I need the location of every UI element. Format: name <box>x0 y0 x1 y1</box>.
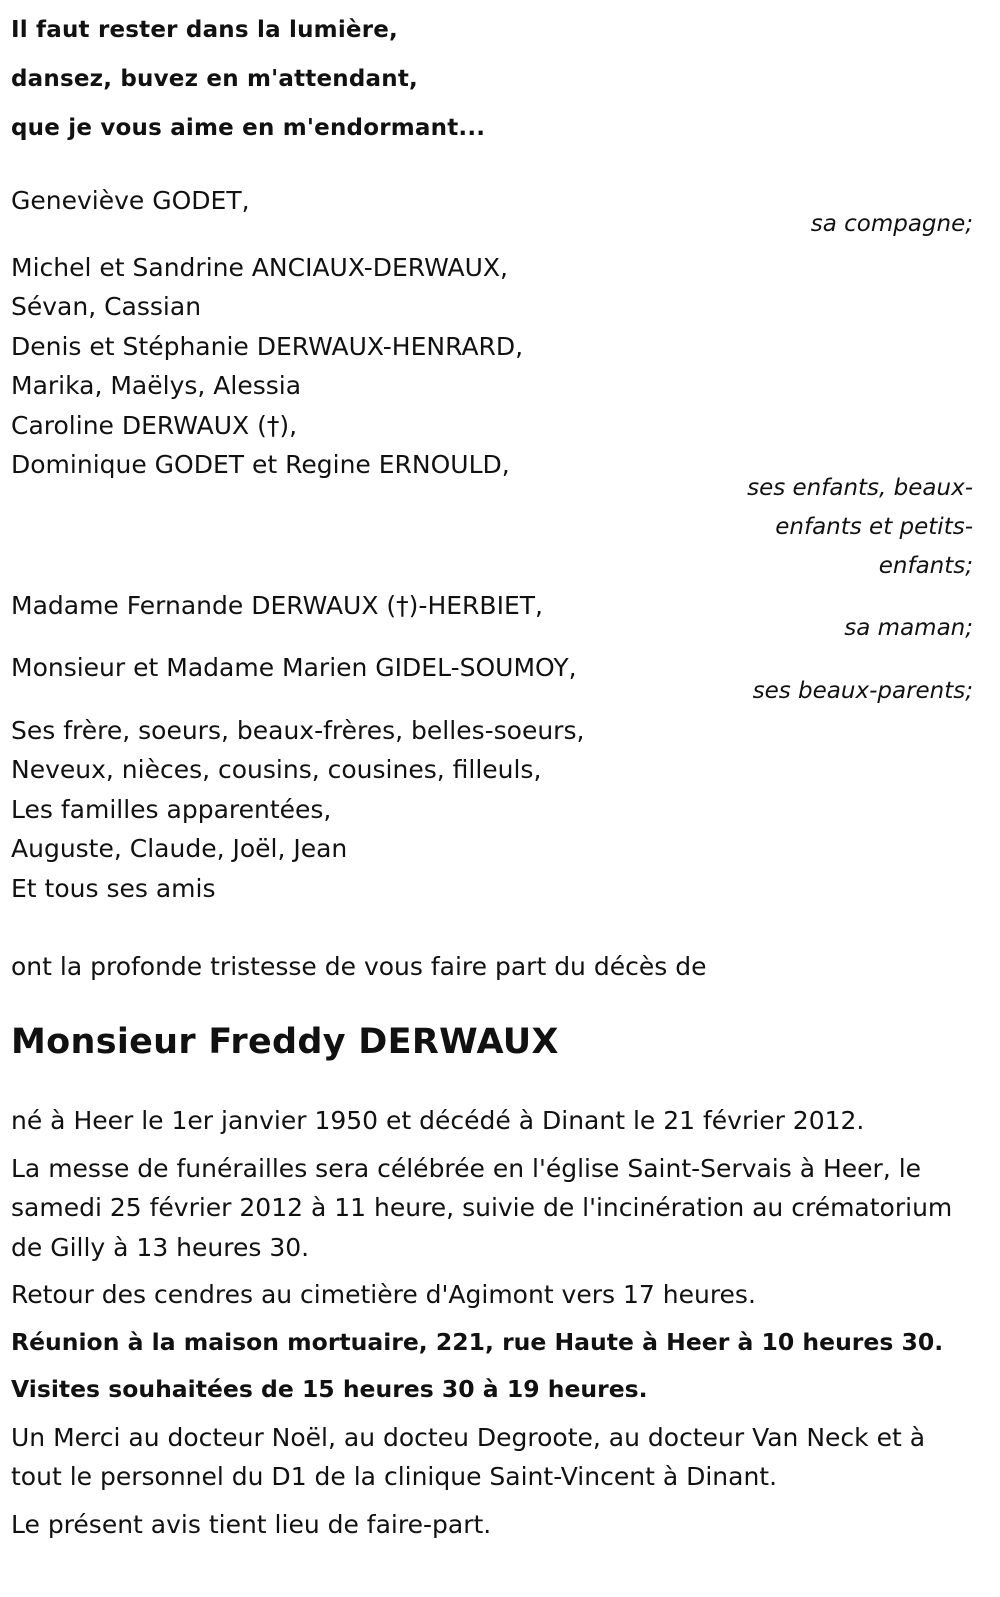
other-relatives: Auguste, Claude, Joël, Jean <box>11 834 348 863</box>
child-name: Marika, Maëlys, Alessia <box>11 371 302 400</box>
child-name: Dominique GODET et Regine ERNOULD, <box>11 450 510 479</box>
thanks-text: Un Merci au docteur Noël, au docteu Degroote, au docteur Van Neck et à tout le personnel du D1 de la clinique Saint-Vincent à Dinant. <box>11 1422 926 1491</box>
poem <box>11 6 973 153</box>
companion-block <box>11 181 973 244</box>
obituary-page <box>11 0 973 1544</box>
funeral-details: La messe de funérailles sera célébrée en l'église Saint-Servais à Heer, le samedi 25 février 2012 à 11 heure, suivie de l'incinération au crématorium de Gilly à 13 heures 30. <box>11 1153 953 1262</box>
children-block <box>11 248 973 586</box>
other-relatives: Ses frère, soeurs, beaux-frères, belles-soeurs, <box>11 715 585 745</box>
companion-relation: sa compagne; <box>810 210 973 237</box>
deceased-name: Monsieur Freddy DERWAUX <box>11 1022 559 1062</box>
meeting-details: Réunion à la maison mortuaire, 221, rue Haute à Heer à 10 heures 30. <box>11 1327 944 1356</box>
other-relatives: Neveux, nièces, cousins, cousines, filleuls, <box>11 755 542 784</box>
ashes-details: Retour des cendres au cimetière d'Agimont vers 17 heures. <box>11 1280 756 1309</box>
child-name: Sévan, Cassian <box>11 292 202 321</box>
in-laws-relation: ses beaux-parents; <box>752 677 973 704</box>
children-relation: enfants et petits- <box>775 513 973 540</box>
notice-text: Le présent avis tient lieu de faire-part. <box>11 1509 492 1539</box>
in-laws-name: Monsieur et Madame Marien GIDEL-SOUMOY, <box>11 653 577 682</box>
children-relation: ses enfants, beaux- <box>747 474 973 501</box>
child-name: Caroline DERWAUX (†), <box>11 410 298 440</box>
other-relatives: Les familles apparentées, <box>11 794 332 824</box>
poem-line: que je vous aime en m'endormant... <box>11 115 486 141</box>
child-name: Denis et Stéphanie DERWAUX-HENRARD, <box>11 331 524 361</box>
child-name: Michel et Sandrine ANCIAUX-DERWAUX, <box>11 252 508 282</box>
mother-relation: sa maman; <box>844 615 973 641</box>
in-laws-block <box>11 648 973 711</box>
other-relatives: Et tous ses amis <box>11 873 216 903</box>
mother-block <box>11 586 973 649</box>
visits-details: Visites souhaitées de 15 heures 30 à 19 heures. <box>11 1375 648 1403</box>
children-relation: enfants; <box>878 552 973 579</box>
companion-name: Geneviève GODET, <box>11 186 250 215</box>
others-block <box>11 711 973 909</box>
mother-name: Madame Fernande DERWAUX (†)-HERBIET, <box>11 590 543 620</box>
birth-death-dates: né à Heer le 1er janvier 1950 et décédé à Dinant le 21 février 2012. <box>11 1106 865 1135</box>
poem-line: dansez, buvez en m'attendant, <box>11 66 418 92</box>
announcement: ont la profonde tristesse de vous faire part du décès de <box>11 952 707 981</box>
poem-line: Il faut rester dans la lumière, <box>11 17 398 43</box>
